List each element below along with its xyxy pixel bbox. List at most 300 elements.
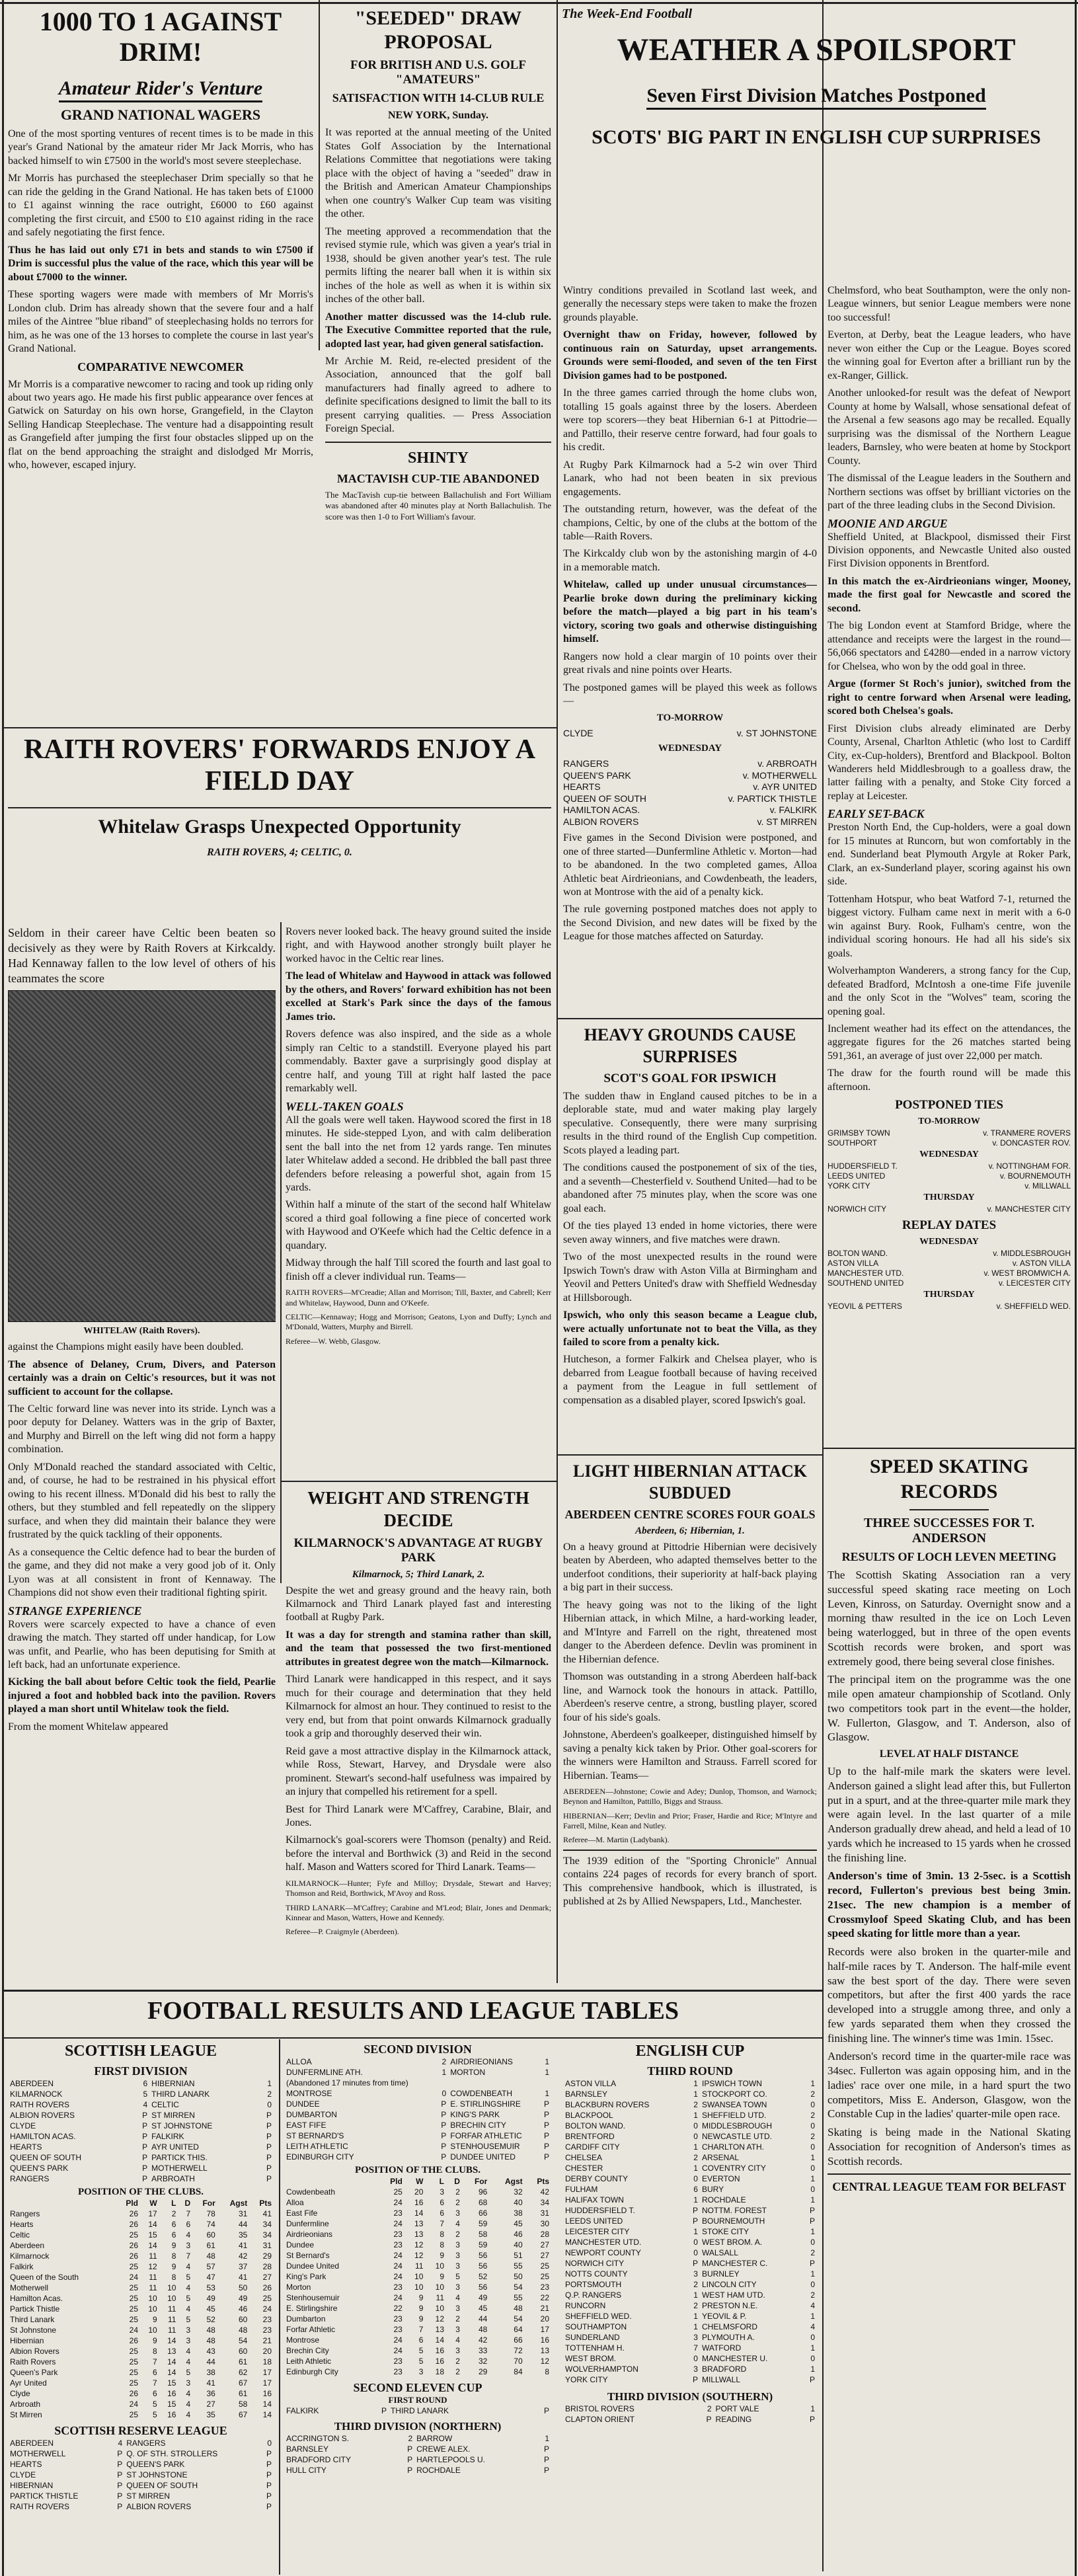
- kilmarnock-teams: KILMARNOCK—Hunter; Fyfe and Milloy; Drysdale, Stewart and Harvey; Thomson and Reid, Borthwick, M'Avoy and Ross.: [286, 1878, 551, 1898]
- table-cell: 78: [206, 2209, 215, 2218]
- table-cell: 10: [435, 2304, 444, 2313]
- table-cell: 35: [238, 2230, 248, 2240]
- third-south-results: [563, 2403, 817, 2425]
- table-row: [284, 2218, 551, 2229]
- score: P: [809, 2216, 815, 2226]
- team-name: RANGERS: [10, 2174, 50, 2183]
- table-cell: 23: [262, 2325, 272, 2335]
- team-name: STOCKPORT CO.: [701, 2089, 767, 2099]
- table-cell: 27: [540, 2251, 549, 2260]
- table-cell: Hearts: [10, 2220, 34, 2229]
- result-row: [563, 2343, 817, 2353]
- score: 1: [693, 2111, 698, 2120]
- table-cell: 72: [514, 2346, 523, 2355]
- score: P: [117, 2470, 123, 2479]
- table-cell: 60: [238, 2347, 248, 2356]
- team-name: ARSENAL: [701, 2153, 740, 2162]
- table-cell: 52: [206, 2315, 215, 2324]
- table-cell: 26: [129, 2209, 138, 2218]
- table-row: [284, 2324, 551, 2335]
- table-cell: 48: [206, 2325, 215, 2335]
- result-row: [284, 2078, 551, 2088]
- score: 2: [810, 2132, 815, 2141]
- score: 0: [693, 2132, 698, 2141]
- score: 1: [693, 2164, 698, 2173]
- team-name: CLYDE: [10, 2470, 36, 2479]
- kilmarnock-subhead: KILMARNOCK'S ADVANTAGE AT RUGBY PARK: [293, 1536, 543, 1565]
- table-cell: 54: [514, 2283, 523, 2292]
- replay-head: REPLAY DATES: [902, 1218, 997, 1233]
- table-cell: 30: [540, 2219, 549, 2228]
- table-cell: 6: [171, 2220, 176, 2229]
- table-cell: 4: [455, 2219, 460, 2228]
- postponed-head: POSTPONED TIES: [895, 1098, 1003, 1112]
- table-cell: 5: [186, 2368, 191, 2377]
- score: 0: [442, 2089, 447, 2098]
- table-cell: 4: [186, 2389, 191, 2398]
- team-name: SWANSEA TOWN: [701, 2100, 767, 2109]
- score: 0: [810, 2333, 815, 2342]
- cup-paragraph: Sheffield United, at Blackpool, dismissed their First Division opponents, and Newcastle United also ousted First Division opponents in Brentford.: [828, 531, 1071, 570]
- score: 1: [693, 2079, 698, 2088]
- team-name: QUEEN'S PARK: [126, 2460, 185, 2469]
- kilmarnock-referee: Referee—P. Craigmyle (Aberdeen).: [286, 1927, 399, 1937]
- golf-dateline: NEW YORK, Sunday.: [387, 110, 489, 121]
- shinty-paragraph: The MacTavish cup-tie between Ballachulish and Fort William was abandoned after 40 minutes play at North Ballachulish. The score was then 1-0 to Fort William's favour.: [325, 489, 551, 522]
- score: 1: [810, 2195, 815, 2205]
- table-cell: 3: [455, 2251, 460, 2260]
- result-row: [284, 2152, 551, 2162]
- score: 2: [810, 2248, 815, 2257]
- raith-paragraph: Rovers never looked back. The heavy ground suited the inside right, and with Haywood another strongly built player he worked havoc in the Celtic rear lines.: [286, 926, 551, 964]
- score: P: [407, 2444, 413, 2454]
- score: 1: [545, 2089, 549, 2098]
- score: P: [543, 2131, 549, 2140]
- weather-paragraph: Wintry conditions prevailed in Scotland last week, and generally the necessary steps were taken to make the frozen grounds playable.: [563, 285, 817, 323]
- table-cell: 23: [393, 2367, 403, 2376]
- score: 1: [693, 2089, 698, 2099]
- team-name: WALSALL: [701, 2248, 738, 2257]
- table-row: [284, 2261, 551, 2271]
- table-cell: 50: [514, 2272, 523, 2281]
- table-cell: Alloa: [286, 2198, 304, 2207]
- page-border-top: [0, 2, 1078, 4]
- result-row: [563, 2258, 817, 2269]
- table-row: [8, 2399, 274, 2409]
- table-cell: E. Stirlingshire: [286, 2304, 338, 2313]
- table-cell: 57: [206, 2262, 215, 2271]
- table-cell: King's Park: [286, 2272, 327, 2281]
- table-cell: 41: [238, 2241, 248, 2250]
- table-cell: 44: [478, 2314, 488, 2323]
- weather-paragraph: The rule governing postponed matches does not apply to the Second Division, and new dates will be fixed by the League for those matches affected on Saturday.: [563, 904, 817, 943]
- team-name: DUNDEE: [286, 2099, 320, 2109]
- result-row: [563, 2184, 817, 2195]
- table-row: [284, 2240, 551, 2250]
- table-cell: St Johnstone: [10, 2325, 57, 2335]
- team-name: HUDDERSFIELD T.: [565, 2206, 635, 2215]
- raith-headline-block: [8, 734, 551, 899]
- column-rule: [279, 2039, 280, 2575]
- table-cell: 16: [414, 2198, 424, 2207]
- score: P: [441, 2110, 447, 2119]
- golf-paragraph: Another matter discussed was the 14-club rule. The Executive Committee reported that the rule, adopted last year, had given general satisfaction.: [325, 311, 551, 350]
- score: P: [441, 2142, 447, 2151]
- table-cell: 11: [149, 2283, 157, 2292]
- team-name: RUNCORN: [565, 2301, 606, 2310]
- table-cell: 14: [262, 2410, 272, 2419]
- result-row: [8, 2078, 274, 2089]
- table-cell: 13: [414, 2230, 424, 2239]
- team-name: ROCHDALE: [416, 2466, 461, 2475]
- table-cell: 24: [393, 2293, 403, 2302]
- column-header: D: [454, 2177, 460, 2186]
- team-name: WOLVERHAMPTON: [565, 2364, 638, 2374]
- fixture-row: CLYDE v. ST JOHNSTONE: [563, 727, 817, 738]
- column-header: Pts: [259, 2199, 272, 2208]
- table-cell: 70: [514, 2357, 523, 2366]
- table-cell: Stenhousemuir: [286, 2293, 340, 2302]
- hibernian-paragraph: Thomson was outstanding in a strong Aberdeen half-back line, and Warnock took the honours in attack. Pattillo, Aberdeen's reserve centre, a strong, bustling player, scored four of his side's goals.: [563, 1671, 817, 1723]
- score: 2: [693, 2153, 698, 2162]
- team-name: ALLOA: [286, 2057, 312, 2066]
- skating-paragraph: Up to the half-mile mark the skaters were level. Anderson gained a slight lead after this, but Fullerton put in a spurt, and at the three-quarter mile mark they were again level. In the last quarter of a mile Anderson gradually drew ahead, and held a lead of 10 yards which he increased to 15 yards when he crossed the finishing line.: [828, 1765, 1071, 1864]
- table-row: [284, 2292, 551, 2303]
- table-cell: 5: [153, 2400, 157, 2409]
- drim-subhead: Amateur Rider's Venture: [59, 77, 262, 102]
- table-header-row: [8, 2198, 274, 2208]
- score: 1: [693, 2227, 698, 2236]
- table-cell: 9: [418, 2293, 424, 2302]
- tie-row: HUDDERSFIELD T. v. NOTTINGHAM FOR.: [828, 1161, 1071, 1171]
- table-cell: 2: [171, 2209, 176, 2218]
- score: P: [441, 2121, 447, 2130]
- team-name: ABERDEEN: [10, 2079, 54, 2088]
- table-row: [8, 2293, 274, 2304]
- team-name: KILMARNOCK: [10, 2089, 63, 2099]
- raith-paragraph: The lead of Whitelaw and Haywood in attack was followed by the others, and Rovers' forward exhibition has not been excelled at Stark's Park since the days of the famous James trio.: [286, 970, 551, 1023]
- team-name: PARTICK THISTLE: [10, 2491, 79, 2501]
- score: 1: [693, 2195, 698, 2205]
- hibernian-paragraph: The heavy going was not to the liking of the light Hibernian attack, in which Milne, a hard-working leader, and M'Intyre and Farrell on the right, threatened most danger to the Aberdeen defence. Devlin was prominent in the Hibernian defence.: [563, 1599, 817, 1665]
- table-cell: 4: [186, 2283, 191, 2292]
- table-cell: 26: [262, 2283, 272, 2292]
- table-cell: Clyde: [10, 2389, 30, 2398]
- newcomer-head: COMPARATIVE NEWCOMER: [77, 360, 244, 373]
- halfdist-head: LEVEL AT HALF DISTANCE: [879, 1748, 1019, 1760]
- table-cell: 5: [186, 2294, 191, 2303]
- rp-day: WEDNESDAY: [919, 1237, 979, 1247]
- skating-paragraph: The Scottish Skating Association ran a very successful speed skating race meeting on Loch Leven, Kinross, on Saturday. Overnight snow and a morning thaw resulted in the ice on Loch Leven being waterlogged, but in three of the open events Scottish records were broken, and sport was extremely good, there being several close finishes.: [828, 1569, 1071, 1668]
- team-name: TOTTENHAM H.: [565, 2343, 625, 2353]
- table-cell: 20: [414, 2187, 424, 2197]
- table-cell: Queen's Park: [10, 2368, 58, 2377]
- score: P: [407, 2466, 413, 2475]
- score: 1: [545, 2434, 549, 2443]
- result-row: [563, 2279, 817, 2290]
- third-north-head: THIRD DIVISION (NORTHERN): [334, 2420, 502, 2433]
- weather-headline: WEATHER A SPOILSPORT: [617, 33, 1016, 67]
- section-rule: [4, 727, 557, 728]
- fixture-row: QUEEN'S PARK v. MOTHERWELL: [563, 769, 817, 781]
- result-row: [563, 2173, 817, 2184]
- table-cell: 25: [540, 2261, 549, 2271]
- cup-paragraph: Another unlooked-for result was the defeat of Newport County at home by Walsall, whose sensational defeat of the Arsenal a few seasons ago may be recalled. Equally surprising was the dismissal of the Northern League leaders, Barnsley, who were beaten at home by Stockport County.: [828, 387, 1071, 467]
- table-cell: 26: [129, 2220, 138, 2229]
- column-header: L: [171, 2199, 176, 2208]
- shinty-subhead: MACTAVISH CUP-TIE ABANDONED: [336, 471, 540, 485]
- team-name: FALKIRK: [151, 2132, 184, 2141]
- skating-paragraph: Anderson's time of 3min. 13 2-5sec. is a Scottish record, Fullerton's previous best being 3min. 21sec. The new champion is a member of Crossmyloof Speed Skating Club, and has been speed skating for little more than a year.: [828, 1869, 1071, 1940]
- second-division-results: [284, 2056, 551, 2162]
- table-cell: 34: [262, 2230, 272, 2240]
- team-name: ABERDEEN: [10, 2439, 54, 2448]
- table-row: [8, 2357, 274, 2367]
- cup-paragraph: In this match the ex-Airdrieonians winger, Mooney, made the first goal for Newcastle and scored the second.: [828, 575, 1071, 614]
- team-name: SOUTHAMPTON: [565, 2322, 627, 2331]
- table-cell: 40: [514, 2198, 523, 2207]
- table-row: [8, 2409, 274, 2420]
- table-row: [284, 2345, 551, 2356]
- team-name: CHELSEA: [565, 2153, 603, 2162]
- team-name: MONTROSE: [286, 2089, 332, 2098]
- raith-column-1: [8, 925, 276, 1897]
- table-cell: 22: [393, 2304, 403, 2313]
- result-row: [563, 2089, 817, 2099]
- table-cell: 9: [171, 2262, 176, 2271]
- table-cell: 18: [262, 2357, 272, 2366]
- english-head: ENGLISH CUP: [635, 2043, 745, 2060]
- weather-paragraph: At Rugby Park Kilmarnock had a 5-2 win over Third Lanark, who had not been beaten in six previous engagements.: [563, 459, 817, 498]
- table-cell: 8: [440, 2230, 444, 2239]
- table-cell: 26: [129, 2336, 138, 2345]
- shinty-head: SHINTY: [407, 449, 469, 467]
- table-cell: 25: [129, 2357, 138, 2366]
- table-cell: 27: [206, 2400, 215, 2409]
- score: 1: [693, 2322, 698, 2331]
- table-cell: 49: [206, 2294, 215, 2303]
- table-cell: 7: [418, 2325, 424, 2334]
- table-cell: 4: [186, 2230, 191, 2240]
- table-cell: 10: [167, 2283, 176, 2292]
- score: 1: [810, 2343, 815, 2353]
- table-cell: 14: [435, 2335, 444, 2345]
- team-name: YEOVIL & P.: [701, 2312, 747, 2321]
- score: P: [142, 2142, 148, 2152]
- team-name: MOTHERWELL: [151, 2164, 208, 2173]
- table-cell: 25: [129, 2378, 138, 2388]
- score: 2: [693, 2280, 698, 2289]
- team-name: BOLTON WAND.: [565, 2121, 626, 2130]
- kilmarnock-article: [286, 1487, 551, 1990]
- table-cell: 56: [478, 2251, 488, 2260]
- section-rule: [282, 1481, 557, 1482]
- table-cell: 12: [540, 2357, 549, 2366]
- table-header-row: [284, 2176, 551, 2187]
- table-cell: 48: [238, 2325, 248, 2335]
- table-row: [8, 2325, 274, 2335]
- table-row: [8, 2219, 274, 2230]
- kilmarnock-score: Kilmarnock, 5; Third Lanark, 2.: [352, 1569, 485, 1580]
- section-rule: [4, 2037, 822, 2039]
- table-cell: 3: [455, 2346, 460, 2355]
- team-name: COWDENBEATH: [450, 2089, 513, 2098]
- team-name: NEWPORT COUNTY: [565, 2248, 641, 2257]
- table-cell: 4: [186, 2357, 191, 2366]
- score: P: [142, 2174, 148, 2183]
- column-header: For: [474, 2177, 488, 2186]
- table-cell: 24: [393, 2219, 403, 2228]
- column-header: [8, 2198, 116, 2208]
- table-cell: Dumbarton: [286, 2314, 326, 2323]
- table-cell: 3: [455, 2304, 460, 2313]
- golf-subhead: FOR BRITISH AND U.S. GOLF "AMATEURS": [350, 58, 527, 87]
- team-name: CHARLTON ATH.: [701, 2142, 764, 2152]
- column-rule: [280, 922, 282, 1583]
- result-row: [284, 2056, 551, 2067]
- table-cell: 7: [153, 2378, 157, 2388]
- wednesday-head: WEDNESDAY: [658, 743, 722, 754]
- result-row: [563, 2237, 817, 2247]
- scottish-league: [8, 2043, 274, 2571]
- result-row: [284, 2130, 551, 2141]
- team-name: COVENTRY CITY: [701, 2164, 766, 2173]
- table-cell: 22: [540, 2293, 549, 2302]
- result-row: [8, 2099, 274, 2110]
- cup-paragraph: Tottenham Hotspur, who beat Watford 7-1, returned the biggest victory. Fulham came next in merit with a 6-0 win against Bury. Rook, Fulham's centre, won the individual scoring honours. He had all his side's six goals.: [828, 893, 1071, 959]
- raith-teams: CELTIC—Kennaway; Hogg and Morrison; Geatons, Lyon and Duffy; Lynch and M'Donald, Watters, Murphy and Birrell.: [286, 1311, 551, 1332]
- table-cell: 11: [436, 2293, 444, 2302]
- weather-subhead-2: SCOTS' BIG PART IN ENGLISH CUP SURPRISES: [592, 126, 1041, 148]
- team-name: BARROW: [416, 2434, 453, 2443]
- team-name: HEARTS: [10, 2142, 42, 2152]
- skating-paragraph: The principal item on the programme was the one mile open amateur championship of Scotland. Only two competitors took part in the event—the holder, W. Fullerton, Glasgow, and T. Anderson, also of Glasgow.: [828, 1673, 1071, 1744]
- result-row: [563, 2099, 817, 2110]
- table-cell: 43: [206, 2347, 215, 2356]
- table-row: [284, 2187, 551, 2197]
- table-cell: 16: [435, 2346, 444, 2355]
- table-cell: 11: [149, 2273, 157, 2282]
- team-name: Q.P. RANGERS: [565, 2290, 622, 2300]
- table-cell: Aberdeen: [10, 2241, 45, 2250]
- second-cup-head: SECOND ELEVEN CUP: [353, 2381, 482, 2394]
- fixture-row: HEARTS v. AYR UNITED: [563, 781, 817, 793]
- table-cell: 31: [238, 2209, 248, 2218]
- result-row: [284, 2444, 551, 2454]
- team-name: STENHOUSEMUIR: [450, 2142, 520, 2151]
- score: P: [692, 2206, 698, 2215]
- table-cell: 67: [238, 2378, 248, 2388]
- raith-subhead: Whitelaw Grasps Unexpected Opportunity: [98, 815, 461, 838]
- table-cell: 24: [393, 2198, 403, 2207]
- score: 1: [545, 2068, 549, 2077]
- team-name: PORT VALE: [715, 2404, 759, 2413]
- team-name: EVERTON: [701, 2174, 740, 2183]
- table-cell: 61: [206, 2241, 215, 2250]
- kilmarnock-paragraph: Reid gave a most attractive display in the Kilmarnock attack, while Ross, Stewart, Harvey, and Drysdale were also prominent. Stewart's second-half usefulness was impaired by an injury that compelled his retirement for a spell.: [286, 1745, 551, 1798]
- table-cell: 14: [167, 2336, 176, 2345]
- team-name: ST MIRREN: [126, 2491, 171, 2501]
- pt-day: THURSDAY: [923, 1192, 975, 1203]
- table-row: [8, 2230, 274, 2240]
- team-name: HALIFAX TOWN: [565, 2195, 624, 2205]
- weather-subhead: Seven First Division Matches Postponed: [646, 84, 985, 110]
- table-cell: Montrose: [286, 2335, 320, 2345]
- raith-paragraph: Seldom in their career have Celtic been beaten so decisively as they were by Raith Rovers at Kirkcaldy. Had Kennaway fallen to the low level of others of his teammates the score: [8, 926, 276, 986]
- score: 1: [810, 2269, 815, 2279]
- team-name: BURNLEY: [701, 2269, 740, 2279]
- hibernian-article: [563, 1461, 817, 1990]
- score: P: [543, 2466, 549, 2475]
- table-cell: 25: [129, 2315, 138, 2324]
- table-cell: 25: [129, 2294, 138, 2303]
- table-cell: 5: [418, 2357, 424, 2366]
- kilmarnock-paragraph: Best for Third Lanark were M'Caffrey, Carabine, Blair, and Jones.: [286, 1803, 551, 1828]
- table-cell: 23: [393, 2283, 403, 2292]
- table-cell: 26: [129, 2241, 138, 2250]
- table-cell: 10: [148, 2294, 157, 2303]
- result-row: [563, 2290, 817, 2300]
- golf-paragraph: It was reported at the annual meeting of the United States Golf Association by the International Relations Committee that negotiations were taking place with the object of having a "seeded" draw in the British and American Amateur Championships when one country's Walker Cup team was visiting the other.: [325, 127, 551, 220]
- section-rule: [824, 1448, 1075, 1449]
- table-cell: Kilmarnock: [10, 2251, 50, 2261]
- team-name: RAITH ROVERS: [10, 2502, 70, 2511]
- score: P: [142, 2121, 148, 2130]
- golf-headline: "SEEDED" DRAW PROPOSAL: [354, 7, 522, 53]
- table-cell: 25: [129, 2283, 138, 2292]
- golf-paragraph: The meeting approved a recommendation that the revised stymie rule, which was given a year's trial in 1938, should be given another year's test. The rule permits lifting the nearer ball when it is within six inches of the hole as well as when it is within six inches of the other ball.: [325, 225, 551, 305]
- weather-headline-block: [562, 33, 1071, 258]
- score: P: [266, 2460, 272, 2469]
- table-row: [8, 2304, 274, 2314]
- table-cell: 52: [478, 2272, 488, 2281]
- column-header: Agst: [504, 2177, 523, 2186]
- score: 1: [442, 2068, 447, 2077]
- table-cell: 9: [153, 2336, 157, 2345]
- table-cell: 3: [186, 2378, 191, 2388]
- team-name: RAITH ROVERS: [10, 2100, 70, 2109]
- column-header: For: [202, 2199, 215, 2208]
- hibernian-referee: Referee—M. Martin (Ladybank).: [563, 1835, 670, 1845]
- team-name: KING'S PARK: [450, 2110, 500, 2119]
- table-row: [284, 2271, 551, 2282]
- score: 2: [810, 2089, 815, 2099]
- table-cell: 2: [455, 2230, 460, 2239]
- table-cell: 25: [129, 2304, 138, 2314]
- table-cell: 24: [393, 2346, 403, 2355]
- goals-head: WELL-TAKEN GOALS: [286, 1099, 404, 1113]
- table-cell: 25: [540, 2272, 549, 2281]
- table-cell: 25: [129, 2347, 138, 2356]
- kilmarnock-paragraph: Kilmarnock's goal-scorers were Thomson (penalty) and Reid. before the interval and Borthwick (3) and Reid in the second half. Mason and Watters scored for Third Lanark. Teams—: [286, 1834, 551, 1873]
- fixture-row: HAMILTON ACAS. v. FALKIRK: [563, 804, 817, 816]
- score: 0: [693, 2121, 698, 2130]
- score: 0: [810, 2185, 815, 2194]
- table-cell: 9: [440, 2251, 444, 2260]
- table-cell: Arbroath: [10, 2400, 41, 2409]
- heavy-paragraph: The conditions caused the postponement of six of the ties, and a seventh—Chesterfield v. Southend United—had to be abandoned after 75 minutes play, when the score was one goal each.: [563, 1162, 817, 1214]
- score: 2: [810, 2290, 815, 2300]
- result-row: [563, 2131, 817, 2142]
- player-photo: [8, 990, 276, 1322]
- second-division: [284, 2043, 551, 2571]
- team-name: CREWE ALEX.: [416, 2444, 471, 2454]
- column-header: D: [184, 2199, 191, 2208]
- team-name: [448, 2078, 540, 2088]
- table-cell: 10: [148, 2325, 157, 2335]
- team-name: MILLWALL: [701, 2375, 741, 2384]
- result-row: [8, 2131, 274, 2142]
